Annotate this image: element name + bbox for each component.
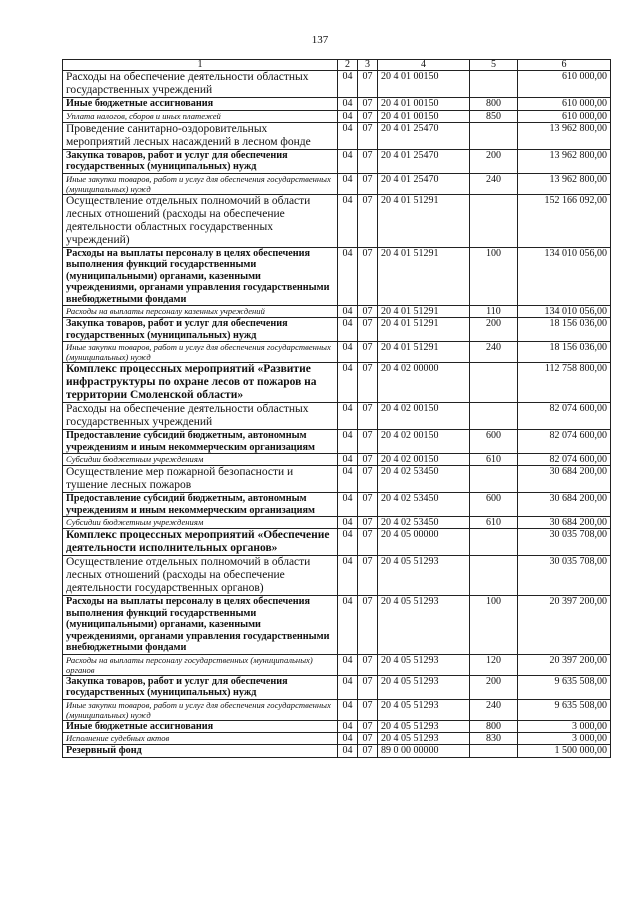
description-cell: Осуществление отдельных полномочий в области лесных отношений (расходы на обеспечение деятельности государственных органов) <box>63 556 338 596</box>
expense-type-cell <box>470 363 518 403</box>
section-cell: 04 <box>338 529 358 556</box>
amount-cell: 9 635 508,00 <box>518 675 611 699</box>
section-cell: 04 <box>338 745 358 758</box>
amount-cell: 82 074 600,00 <box>518 430 611 454</box>
target-code-cell: 20 4 02 53450 <box>378 517 470 529</box>
section-cell: 04 <box>338 430 358 454</box>
amount-cell: 13 962 800,00 <box>518 122 611 149</box>
description-cell: Предоставление субсидий бюджетным, автономным учреждениям и иным некоммерческим организациям <box>63 430 338 454</box>
description-cell: Расходы на обеспечение деятельности областных государственных учреждений <box>63 403 338 430</box>
subsection-cell: 07 <box>358 71 378 98</box>
section-cell: 04 <box>338 194 358 247</box>
table-row <box>63 675 611 699</box>
section-cell: 04 <box>338 596 358 655</box>
amount-cell: 3 000,00 <box>518 733 611 745</box>
amount-cell: 134 010 056,00 <box>518 247 611 306</box>
expense-type-cell: 830 <box>470 733 518 745</box>
table-row <box>63 699 611 720</box>
amount-cell: 3 000,00 <box>518 720 611 733</box>
subsection-cell: 07 <box>358 194 378 247</box>
section-cell: 04 <box>338 149 358 173</box>
amount-cell: 30 684 200,00 <box>518 466 611 493</box>
table-row <box>63 466 611 493</box>
section-cell: 04 <box>338 363 358 403</box>
target-code-cell: 20 4 01 51291 <box>378 318 470 342</box>
section-cell: 04 <box>338 675 358 699</box>
table-row <box>63 98 611 111</box>
description-cell: Комплекс процессных мероприятий «Развитие инфраструктуры по охране лесов от пожаров на территории Смоленской области» <box>63 363 338 403</box>
description-cell: Субсидии бюджетным учреждениям <box>63 517 338 529</box>
section-cell: 04 <box>338 306 358 318</box>
subsection-cell: 07 <box>358 306 378 318</box>
section-cell: 04 <box>338 493 358 517</box>
target-code-cell: 20 4 05 51293 <box>378 654 470 675</box>
expense-type-cell: 240 <box>470 173 518 194</box>
section-cell: 04 <box>338 556 358 596</box>
description-cell: Уплата налогов, сборов и иных платежей <box>63 110 338 122</box>
table-row <box>63 110 611 122</box>
table-row <box>63 493 611 517</box>
description-cell: Закупка товаров, работ и услуг для обеспечения государственных (муниципальных) нужд <box>63 675 338 699</box>
target-code-cell: 20 4 05 51293 <box>378 596 470 655</box>
target-code-cell: 20 4 02 00000 <box>378 363 470 403</box>
target-code-cell: 20 4 01 51291 <box>378 194 470 247</box>
expense-type-cell: 100 <box>470 247 518 306</box>
header-cell: 6 <box>518 60 611 71</box>
table-row <box>63 71 611 98</box>
target-code-cell: 20 4 05 00000 <box>378 529 470 556</box>
description-cell: Субсидии бюджетным учреждениям <box>63 454 338 466</box>
header-cell: 5 <box>470 60 518 71</box>
header-cell: 1 <box>63 60 338 71</box>
amount-cell: 610 000,00 <box>518 110 611 122</box>
table-row <box>63 173 611 194</box>
description-cell: Предоставление субсидий бюджетным, автономным учреждениям и иным некоммерческим организациям <box>63 493 338 517</box>
expense-type-cell: 610 <box>470 517 518 529</box>
target-code-cell: 20 4 02 53450 <box>378 466 470 493</box>
target-code-cell: 20 4 01 00150 <box>378 110 470 122</box>
amount-cell: 18 156 036,00 <box>518 342 611 363</box>
description-cell: Иные закупки товаров, работ и услуг для обеспечения государственных (муниципальных) нужд <box>63 699 338 720</box>
amount-cell: 610 000,00 <box>518 98 611 111</box>
expense-type-cell <box>470 194 518 247</box>
target-code-cell: 20 4 02 53450 <box>378 493 470 517</box>
table-row <box>63 306 611 318</box>
expense-type-cell: 200 <box>470 675 518 699</box>
target-code-cell: 20 4 01 00150 <box>378 98 470 111</box>
subsection-cell: 07 <box>358 149 378 173</box>
subsection-cell: 07 <box>358 247 378 306</box>
amount-cell: 82 074 600,00 <box>518 454 611 466</box>
amount-cell: 30 684 200,00 <box>518 493 611 517</box>
table-row <box>63 745 611 758</box>
description-cell: Закупка товаров, работ и услуг для обеспечения государственных (муниципальных) нужд <box>63 149 338 173</box>
subsection-cell: 07 <box>358 529 378 556</box>
table-row <box>63 454 611 466</box>
amount-cell: 30 684 200,00 <box>518 517 611 529</box>
description-cell: Иные бюджетные ассигнования <box>63 720 338 733</box>
subsection-cell: 07 <box>358 98 378 111</box>
budget-table <box>62 59 611 758</box>
amount-cell: 30 035 708,00 <box>518 529 611 556</box>
target-code-cell: 89 0 00 00000 <box>378 745 470 758</box>
section-cell: 04 <box>338 342 358 363</box>
description-cell: Комплекс процессных мероприятий «Обеспечение деятельности исполнительных органов» <box>63 529 338 556</box>
description-cell: Иные закупки товаров, работ и услуг для обеспечения государственных (муниципальных) нужд <box>63 342 338 363</box>
table-row <box>63 122 611 149</box>
description-cell: Осуществление отдельных полномочий в области лесных отношений (расходы на обеспечение деятельности областных государственных учреждений) <box>63 194 338 247</box>
target-code-cell: 20 4 01 51291 <box>378 306 470 318</box>
section-cell: 04 <box>338 173 358 194</box>
section-cell: 04 <box>338 403 358 430</box>
expense-type-cell <box>470 71 518 98</box>
expense-type-cell <box>470 122 518 149</box>
section-cell: 04 <box>338 247 358 306</box>
target-code-cell: 20 4 01 51291 <box>378 247 470 306</box>
table-header-row <box>63 60 611 71</box>
amount-cell: 112 758 800,00 <box>518 363 611 403</box>
description-cell: Расходы на выплаты персоналу в целях обеспечения выполнения функций государственными (муниципальными) органами, казенными учреждениями, органами управления государственными внебюджетными фондами <box>63 596 338 655</box>
expense-type-cell: 850 <box>470 110 518 122</box>
subsection-cell: 07 <box>358 675 378 699</box>
description-cell: Расходы на выплаты персоналу государственных (муниципальных) органов <box>63 654 338 675</box>
table-row <box>63 517 611 529</box>
section-cell: 04 <box>338 454 358 466</box>
target-code-cell: 20 4 05 51293 <box>378 733 470 745</box>
expense-type-cell: 600 <box>470 493 518 517</box>
amount-cell: 152 166 092,00 <box>518 194 611 247</box>
amount-cell: 82 074 600,00 <box>518 403 611 430</box>
section-cell: 04 <box>338 110 358 122</box>
subsection-cell: 07 <box>358 720 378 733</box>
amount-cell: 20 397 200,00 <box>518 654 611 675</box>
expense-type-cell: 200 <box>470 318 518 342</box>
amount-cell: 13 962 800,00 <box>518 173 611 194</box>
subsection-cell: 07 <box>358 173 378 194</box>
description-cell: Осуществление мер пожарной безопасности и тушение лесных пожаров <box>63 466 338 493</box>
subsection-cell: 07 <box>358 122 378 149</box>
expense-type-cell: 800 <box>470 720 518 733</box>
amount-cell: 18 156 036,00 <box>518 318 611 342</box>
expense-type-cell: 240 <box>470 342 518 363</box>
expense-type-cell: 800 <box>470 98 518 111</box>
section-cell: 04 <box>338 466 358 493</box>
table-row <box>63 247 611 306</box>
target-code-cell: 20 4 01 00150 <box>378 71 470 98</box>
page-number: 137 <box>311 34 329 46</box>
description-cell: Исполнение судебных актов <box>63 733 338 745</box>
description-cell: Расходы на выплаты персоналу казенных учреждений <box>63 306 338 318</box>
description-cell: Резервный фонд <box>63 745 338 758</box>
expense-type-cell <box>470 745 518 758</box>
subsection-cell: 07 <box>358 110 378 122</box>
table-row <box>63 556 611 596</box>
expense-type-cell <box>470 556 518 596</box>
table-row <box>63 194 611 247</box>
expense-type-cell: 100 <box>470 596 518 655</box>
subsection-cell: 07 <box>358 403 378 430</box>
description-cell: Закупка товаров, работ и услуг для обеспечения государственных (муниципальных) нужд <box>63 318 338 342</box>
amount-cell: 20 397 200,00 <box>518 596 611 655</box>
expense-type-cell <box>470 466 518 493</box>
table-row <box>63 720 611 733</box>
subsection-cell: 07 <box>358 596 378 655</box>
amount-cell: 30 035 708,00 <box>518 556 611 596</box>
expense-type-cell: 120 <box>470 654 518 675</box>
target-code-cell: 20 4 01 51291 <box>378 342 470 363</box>
target-code-cell: 20 4 01 25470 <box>378 173 470 194</box>
table-row <box>63 149 611 173</box>
description-cell: Проведение санитарно-оздоровительных мероприятий лесных насаждений в лесном фонде <box>63 122 338 149</box>
table-row <box>63 654 611 675</box>
header-cell: 3 <box>358 60 378 71</box>
expense-type-cell: 240 <box>470 699 518 720</box>
table-row <box>63 529 611 556</box>
expense-type-cell: 200 <box>470 149 518 173</box>
subsection-cell: 07 <box>358 517 378 529</box>
table-row <box>63 342 611 363</box>
subsection-cell: 07 <box>358 430 378 454</box>
table-row <box>63 363 611 403</box>
subsection-cell: 07 <box>358 745 378 758</box>
description-cell: Расходы на обеспечение деятельности областных государственных учреждений <box>63 71 338 98</box>
description-cell: Иные закупки товаров, работ и услуг для обеспечения государственных (муниципальных) нужд <box>63 173 338 194</box>
amount-cell: 610 000,00 <box>518 71 611 98</box>
subsection-cell: 07 <box>358 318 378 342</box>
section-cell: 04 <box>338 98 358 111</box>
description-cell: Иные бюджетные ассигнования <box>63 98 338 111</box>
subsection-cell: 07 <box>358 466 378 493</box>
table-row <box>63 318 611 342</box>
section-cell: 04 <box>338 699 358 720</box>
subsection-cell: 07 <box>358 733 378 745</box>
section-cell: 04 <box>338 654 358 675</box>
target-code-cell: 20 4 02 00150 <box>378 403 470 430</box>
subsection-cell: 07 <box>358 342 378 363</box>
header-cell: 4 <box>378 60 470 71</box>
target-code-cell: 20 4 01 25470 <box>378 149 470 173</box>
subsection-cell: 07 <box>358 454 378 466</box>
target-code-cell: 20 4 05 51293 <box>378 556 470 596</box>
description-cell: Расходы на выплаты персоналу в целях обеспечения выполнения функций государственными (муниципальными) органами, казенными учреждениями, органами управления государственными внебюджетными фондами <box>63 247 338 306</box>
expense-type-cell <box>470 403 518 430</box>
target-code-cell: 20 4 01 25470 <box>378 122 470 149</box>
amount-cell: 1 500 000,00 <box>518 745 611 758</box>
expense-type-cell: 110 <box>470 306 518 318</box>
amount-cell: 134 010 056,00 <box>518 306 611 318</box>
section-cell: 04 <box>338 71 358 98</box>
header-cell: 2 <box>338 60 358 71</box>
section-cell: 04 <box>338 318 358 342</box>
table-row <box>63 596 611 655</box>
target-code-cell: 20 4 05 51293 <box>378 699 470 720</box>
target-code-cell: 20 4 02 00150 <box>378 430 470 454</box>
section-cell: 04 <box>338 517 358 529</box>
subsection-cell: 07 <box>358 363 378 403</box>
section-cell: 04 <box>338 733 358 745</box>
amount-cell: 9 635 508,00 <box>518 699 611 720</box>
section-cell: 04 <box>338 720 358 733</box>
subsection-cell: 07 <box>358 654 378 675</box>
target-code-cell: 20 4 05 51293 <box>378 675 470 699</box>
expense-type-cell <box>470 529 518 556</box>
subsection-cell: 07 <box>358 556 378 596</box>
table-row <box>63 403 611 430</box>
subsection-cell: 07 <box>358 699 378 720</box>
table-row <box>63 733 611 745</box>
expense-type-cell: 600 <box>470 430 518 454</box>
amount-cell: 13 962 800,00 <box>518 149 611 173</box>
table-row <box>63 430 611 454</box>
target-code-cell: 20 4 02 00150 <box>378 454 470 466</box>
target-code-cell: 20 4 05 51293 <box>378 720 470 733</box>
section-cell: 04 <box>338 122 358 149</box>
subsection-cell: 07 <box>358 493 378 517</box>
expense-type-cell: 610 <box>470 454 518 466</box>
